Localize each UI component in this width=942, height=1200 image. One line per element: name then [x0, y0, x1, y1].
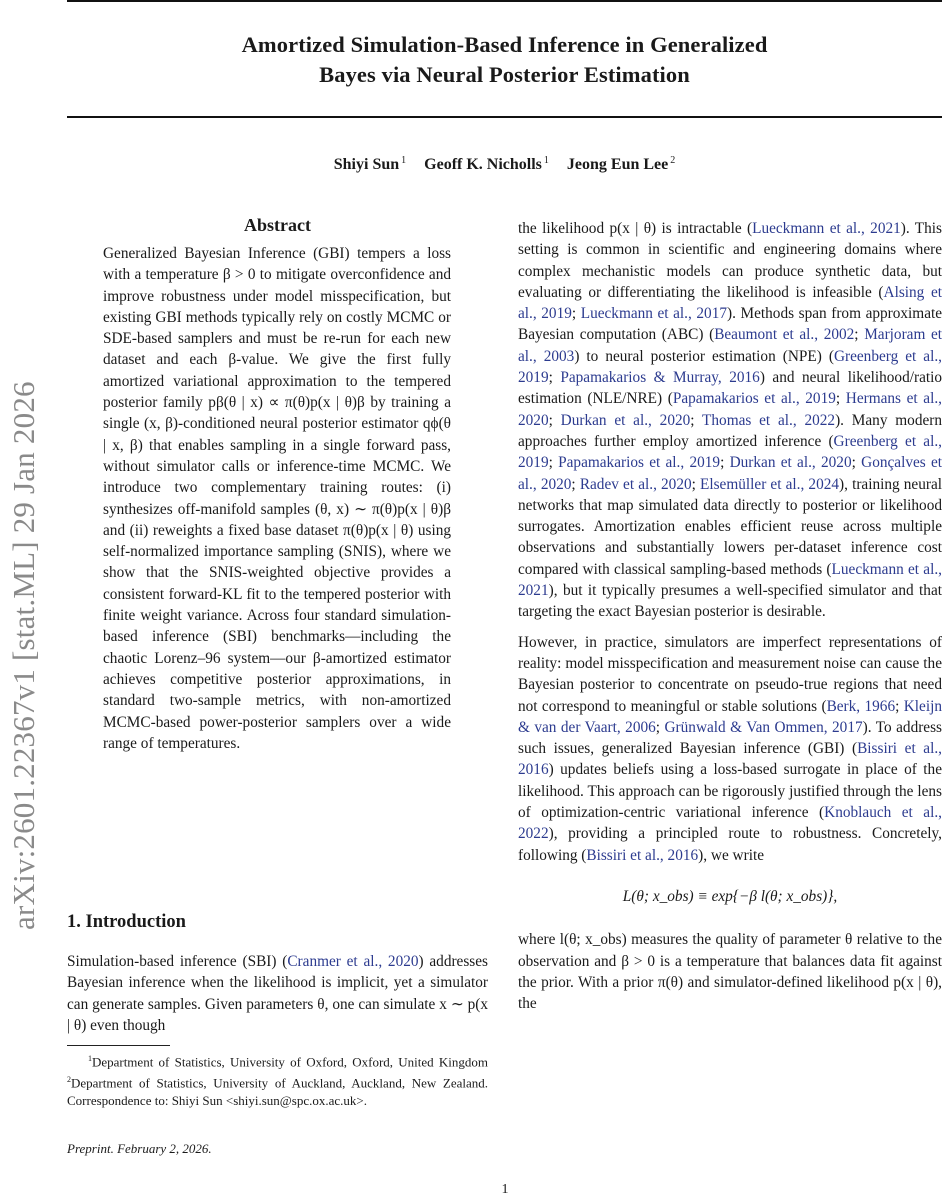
- body-text: ;: [691, 475, 701, 493]
- body-text: ;: [571, 475, 580, 493]
- footnote-rule: [67, 1045, 170, 1046]
- intro-paragraph: [518, 632, 942, 866]
- body-text: ), providing a principled route to robustness. Concretely, following (: [518, 825, 942, 864]
- affiliation-footnote: $^1$Department of Statistics, University of Oxford, Oxford, United Kingdom $^2$Department of Statistics, University of Auckland, Auckland, New Zealand. Correspondence to: Shiyi Sun <shiyi.sun@spc.ox.ac.uk>.: [67, 1054, 488, 1108]
- citation-link[interactable]: Papamakarios et al., 2019: [558, 454, 721, 472]
- abstract-body: Generalized Bayesian Inference (GBI) tempers a loss with a temperature β > 0 to mitigate overconfidence and improve robustness under model misspecification, but existing GBI methods typically rely on costly MCMC or SDE-based samplers and must be re-run for each new dataset and each β-value. We give the first fully amortized variational approximation to the tempered posterior family pβ(θ | x) ∝ π(θ)p(x | θ)β by training a single (x, β)-conditioned neural posterior estimator qϕ(θ | x, β) that enables sampling in a single forward pass, without simulator calls or inference-time MCMC. We introduce two complementary training routes: (i) synthesizes off-manifold samples (θ, x) ∼ π(θ)p(x | θ)β and (ii) reweights a fixed base dataset π(θ)p(x | θ) using self-normalized importance sampling (SNIS), where we show that the SNIS-weighted objective provides a consistent forward-KL fit to the tempered posterior with finite weight variance. Across four standard simulation-based inference (SBI) benchmarks—including the chaotic Lorenz–96 system—our β-amortized estimator achieves competitive posterior approximations, in standard two-sample metrics, with non-amortized MCMC-based power-posterior samplers over a wide range of temperatures.: [103, 245, 451, 752]
- body-text: ;: [548, 411, 561, 429]
- body-text: ;: [835, 390, 846, 408]
- body-text: ) updates beliefs using a loss-based surrogate in place of the likelihood. This approach can be rigorously justified through the lens of optimization-centric variational inference (: [518, 761, 942, 822]
- body-text: ;: [655, 718, 665, 736]
- citation-link[interactable]: Beaumont et al., 2002: [714, 326, 855, 344]
- title-line-2: Bayes via Neural Posterior Estimation: [319, 62, 690, 87]
- body-text: where l(θ; x_obs) measures the quality of parameter θ relative to the observation and β > 0 is a temperature that balances data fit against the prior. With a prior π(θ) and simulator-defined likelihood p(x | θ), the: [518, 931, 942, 1013]
- citation-link[interactable]: Gonçalves et al., 2020: [518, 454, 942, 493]
- abstract-heading: Abstract: [244, 215, 311, 235]
- citation-link[interactable]: Alsing et al., 2019: [518, 283, 942, 323]
- body-text: Simulation-based inference (SBI) (: [67, 953, 288, 970]
- citation-link[interactable]: Elsemüller et al., 2024: [700, 475, 840, 493]
- intro-paragraph: [518, 929, 942, 1014]
- section-heading-introduction: 1. Introduction: [67, 912, 186, 932]
- citation-link[interactable]: Lueckmann et al., 2021: [752, 220, 901, 237]
- citation-link[interactable]: Kleijn & van der Vaart, 2006: [518, 697, 942, 736]
- intro-paragraph: [518, 218, 942, 623]
- citation-link[interactable]: Durkan et al., 2020: [560, 411, 691, 429]
- body-text: ). Many modern approaches further employ amortized inference (: [518, 411, 942, 450]
- body-text: ), training neural networks that map simulated data directly to posterior or likelihood surrogates. Amortization enables efficient reuse across multiple observations and substantially lowers per-dataset inference cost compared with classical sampling-based methods (: [518, 475, 942, 578]
- body-text: ). Methods span from approximate Bayesian computation (ABC) (: [518, 305, 942, 344]
- author-list: [67, 155, 942, 174]
- citation-link[interactable]: Greenberg et al., 2019: [518, 347, 942, 387]
- citation-link[interactable]: Knoblauch et al., 2022: [518, 804, 942, 843]
- intro-paragraph: [67, 951, 488, 1036]
- citation-link[interactable]: Radev et al., 2020: [579, 475, 692, 493]
- arxiv-stamp: arXiv:2601.22367v1 [stat.ML] 29 Jan 2026: [6, 381, 41, 930]
- citation-link[interactable]: Cranmer et al., 2020: [287, 953, 419, 970]
- citation-link[interactable]: Papamakarios & Murray, 2016: [560, 369, 760, 387]
- citation-link[interactable]: Marjoram et al., 2003: [518, 326, 942, 365]
- citation-link[interactable]: Bissiri et al., 2016: [586, 846, 699, 864]
- citation-link[interactable]: Greenberg et al., 2019: [518, 432, 942, 472]
- paper-title: [67, 30, 942, 90]
- body-text: ;: [851, 454, 862, 472]
- page-number: 1: [501, 1182, 509, 1197]
- body-text: ;: [854, 326, 865, 344]
- citation-link[interactable]: Lueckmann et al., 2017: [580, 305, 727, 323]
- top-rule: [67, 0, 942, 2]
- author: Shiyi Sun $^1$: [333, 155, 407, 174]
- body-text: ). To address such issues, generalized Bayesian inference (GBI) (: [518, 718, 942, 758]
- body-text: ;: [720, 454, 730, 472]
- body-text: ;: [548, 454, 559, 472]
- body-text: However, in practice, simulators are imperfect representations of reality: model misspecification and measurement noise can cause the Bayesian posterior to concentrate on pseudo-true regions that need not correspond to meaningful or stable solutions (: [518, 633, 942, 715]
- body-text: ) to neural posterior estimation (NPE) (: [574, 347, 834, 365]
- citation-link[interactable]: Grünwald & Van Ommen, 2017: [664, 718, 863, 736]
- body-text: ;: [548, 369, 561, 387]
- citation-link[interactable]: Thomas et al., 2022: [702, 411, 836, 429]
- right-column: [518, 218, 942, 1014]
- title-line-1: Amortized Simulation-Based Inference in Generalized: [241, 32, 768, 57]
- author: Jeong Eun Lee $^2$: [566, 155, 676, 174]
- citation-link[interactable]: Hermans et al., 2020: [518, 390, 942, 429]
- citation-link[interactable]: Papamakarios et al., 2019: [672, 390, 836, 408]
- body-text: ), but it typically presumes a well-specified simulator and that targeting the exact Bayesian posterior is desirable.: [518, 582, 942, 621]
- body-text: ). This setting is common in scientific and engineering domains where complex mechanistic models can produce synthetic data, but evaluating or differentiating the likelihood is infeasible (: [518, 220, 942, 301]
- equation-gbi-likelihood: L(θ; x_obs) ≡ exp{−β l(θ; x_obs)},: [622, 887, 838, 905]
- body-text: the likelihood p(x | θ) is intractable (: [518, 220, 753, 237]
- title-bottom-rule: [67, 116, 942, 118]
- author: Geoff K. Nicholls $^1$: [424, 155, 549, 174]
- body-text: ;: [895, 697, 904, 715]
- body-text: ) addresses Bayesian inference when the likelihood is implicit, yet a simulator can generate samples. Given parameters θ, one can simulate x ∼ p(x | θ) even though: [67, 953, 488, 1034]
- body-text: ), we write: [698, 846, 764, 864]
- body-text: ;: [690, 411, 703, 429]
- body-text: ) and neural likelihood/ratio estimation (NLE/NRE) (: [518, 369, 942, 408]
- citation-link[interactable]: Bissiri et al., 2016: [518, 740, 942, 779]
- body-text: ;: [571, 305, 581, 323]
- preprint-note: Preprint. February 2, 2026.: [67, 1141, 212, 1156]
- citation-link[interactable]: Lueckmann et al., 2021: [518, 560, 942, 600]
- intro-left-column: [67, 951, 488, 1036]
- citation-link[interactable]: Berk, 1966: [826, 697, 896, 715]
- citation-link[interactable]: Durkan et al., 2020: [729, 454, 852, 472]
